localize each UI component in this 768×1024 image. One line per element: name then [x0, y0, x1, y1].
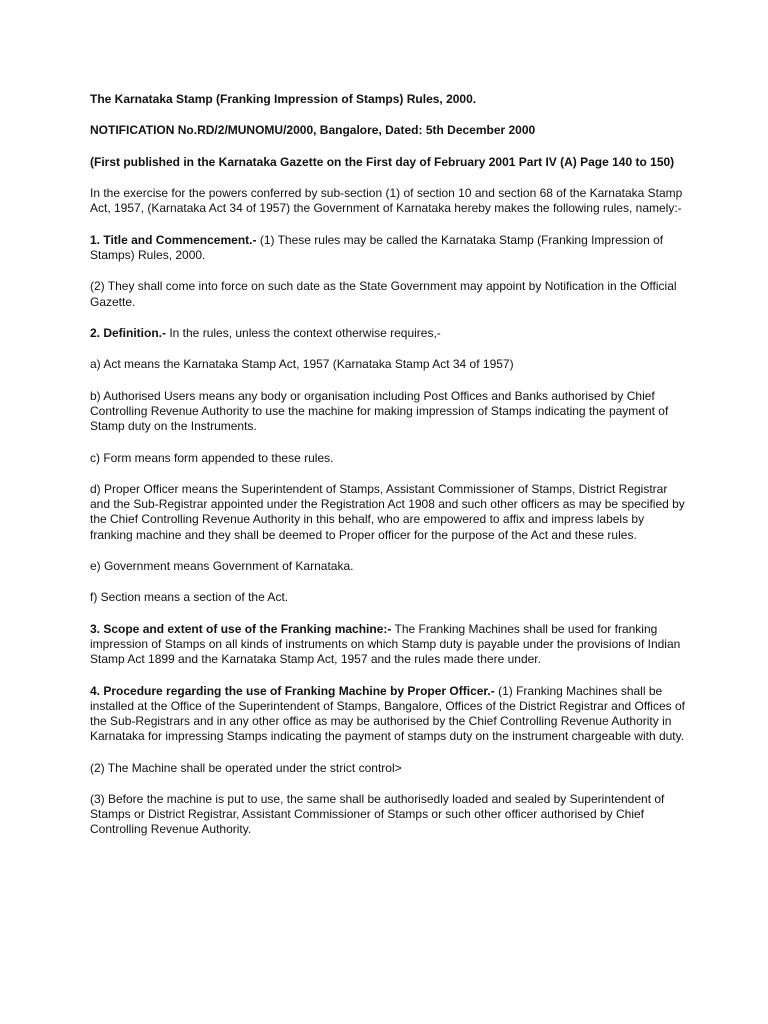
rule-1-subsection-2: (2) They shall come into force on such date as the State Government may appoint by Notification in the Official Gazette. [90, 279, 677, 309]
rule-2-text: In the rules, unless the context otherwise requires,- [166, 325, 441, 340]
rule-2-heading: 2. Definition.- [90, 325, 166, 340]
rule-1-heading: 1. Title and Commencement.- [90, 232, 257, 247]
rule-4-heading: 4. Procedure regarding the use of Franking Machine by Proper Officer.- [90, 683, 495, 698]
document-page [90, 92, 688, 854]
rule-1-paragraph [90, 233, 688, 263]
rule-4-subsection-2: (2) The Machine shall be operated under the strict control> [90, 760, 402, 775]
document-title: The Karnataka Stamp (Franking Impression of Stamps) Rules, 2000. [90, 92, 477, 106]
notification-line: NOTIFICATION No.RD/2/MUNOMU/2000, Bangalore, Dated: 5th December 2000 [90, 123, 536, 138]
definition-d: d) Proper Officer means the Superintendent of Stamps, Assistant Commissioner of Stamps, District Registrar and the Sub-Registrar appointed under the Registration Act 1908 and such other officers as may be specified by the Chief Controlling Revenue Authority in this behalf, who are empowered to affix and impress labels by franking machine and they shall be deemed to Proper officer for the purpose of the Act and these rules. [90, 481, 685, 542]
rule-3-heading: 3. Scope and extent of use of the Franking machine:- [90, 621, 392, 636]
definition-f: f) Section means a section of the Act. [90, 590, 289, 605]
rule-4-subsection-3: (3) Before the machine is put to use, the same shall be authorisedly loaded and sealed by Superintendent of Stamps or District Registrar, Assistant Commissioner of Stamps or such other officer authorised by Chief Controlling Revenue Authority. [90, 791, 665, 837]
rule-3-paragraph [90, 622, 688, 668]
definition-a: a) Act means the Karnataka Stamp Act, 1957 (Karnataka Stamp Act 34 of 1957) [90, 357, 514, 372]
preamble-paragraph: In the exercise for the powers conferred by sub-section (1) of section 10 and section 68 of the Karnataka Stamp Act, 1957, (Karnataka Act 34 of 1957) the Government of Karnataka hereby makes the following rules, namely:- [90, 186, 683, 216]
rule-2-paragraph [90, 326, 688, 341]
rule-3-text: The Franking Machines shall be used for franking impression of Stamps on all kinds of instruments on which Stamp duty is payable under the provisions of Indian Stamp Act 1899 and the Karnataka Stamp Act, 1957 and the rules made there under. [90, 621, 681, 667]
publication-note: (First published in the Karnataka Gazette on the First day of February 2001 Part IV (A) Page 140 to 150) [90, 154, 675, 169]
rule-4-paragraph [90, 684, 688, 745]
rule-4-text: (1) Franking Machines shall be installed at the Office of the Superintendent of Stamps, Bangalore, Offices of the District Registrar and Offices of the Sub-Registrars and in any other office as may be authorised by the Chief Controlling Revenue Authority in Karnataka for impressing Stamps indicating the payment of stamps duty on the instrument chargeable with duty. [90, 683, 685, 744]
definition-e: e) Government means Government of Karnataka. [90, 558, 354, 573]
rule-1-text: (1) These rules may be called the Karnataka Stamp (Franking Impression of Stamps) Rules, 2000. [90, 232, 664, 262]
definition-b: b) Authorised Users means any body or organisation including Post Offices and Banks authorised by Chief Controlling Revenue Authority to use the machine for making impression of Stamps indicating the payment of Stamp duty on the Instruments. [90, 388, 669, 434]
definition-c: c) Form means form appended to these rules. [90, 450, 334, 465]
